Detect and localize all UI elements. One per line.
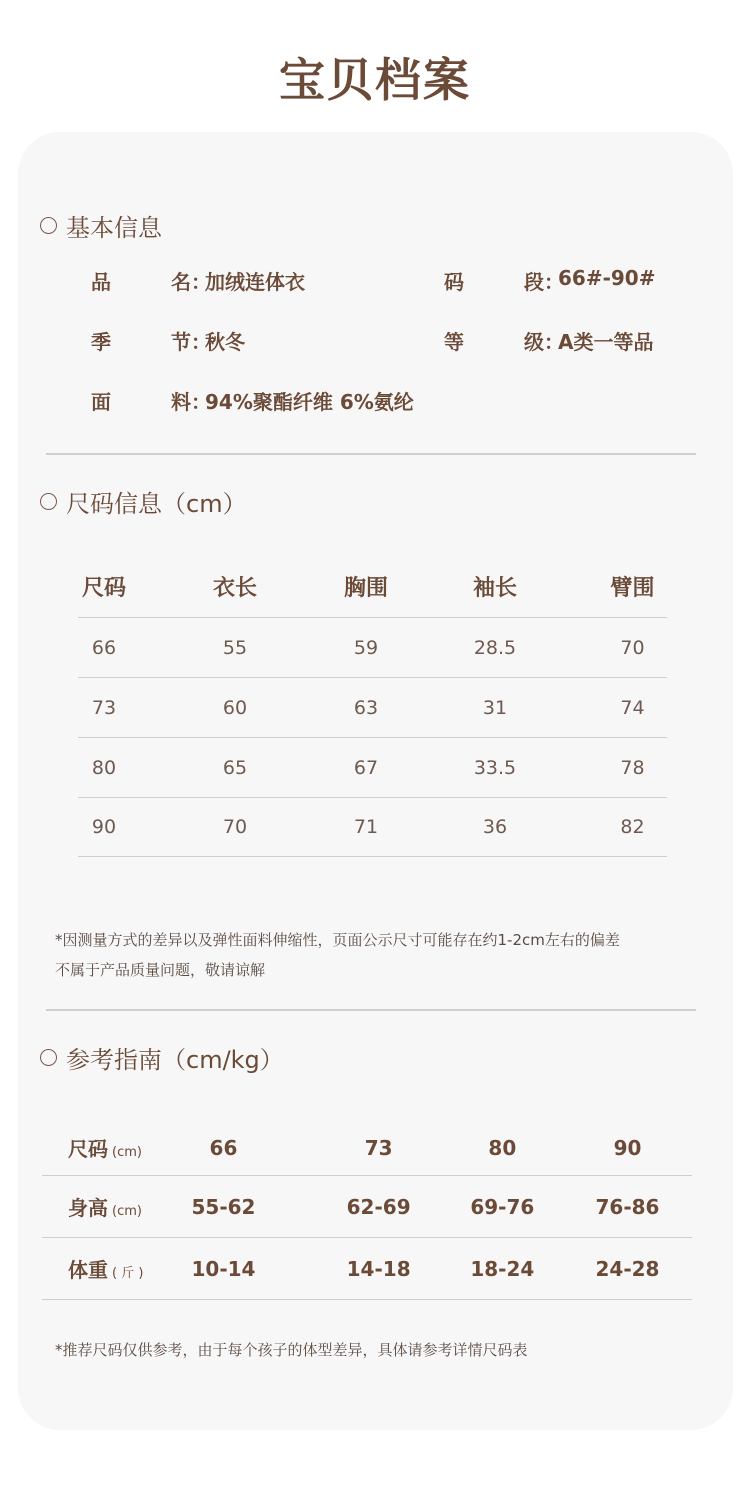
info-value: 66#-90# xyxy=(558,266,656,290)
table-cell: 78 xyxy=(620,756,645,779)
circle-bullet-icon xyxy=(40,217,57,234)
table-cell: 73 xyxy=(364,1135,393,1160)
reference-table xyxy=(42,1120,692,1300)
divider xyxy=(46,453,696,455)
table-row xyxy=(78,617,667,677)
table-row xyxy=(78,677,667,737)
row-label: 体重 ( 斤 ) xyxy=(68,1258,144,1282)
table-cell: 90 xyxy=(91,816,117,838)
info-value: 秋冬 xyxy=(205,330,245,354)
divider xyxy=(46,1009,696,1011)
table-cell: 67 xyxy=(353,756,379,779)
table-row xyxy=(42,1238,692,1300)
basic-info-heading xyxy=(40,208,162,243)
table-cell: 59 xyxy=(353,636,379,659)
table-row xyxy=(78,737,667,797)
table-cell: 66 xyxy=(209,1135,238,1160)
row-label: 尺码 (cm) xyxy=(68,1137,142,1161)
table-cell: 55 xyxy=(222,636,248,659)
size-header-cell: 袖长 xyxy=(472,576,517,601)
table-cell: 69-76 xyxy=(470,1194,535,1219)
table-cell: 63 xyxy=(353,696,379,719)
circle-bullet-icon xyxy=(40,493,57,510)
info-value: 94%聚酯纤维 6%氨纶 xyxy=(205,390,414,414)
basic-info-heading-text: 基本信息 xyxy=(66,214,162,242)
table-cell: 14-18 xyxy=(346,1256,411,1281)
table-row xyxy=(42,1176,692,1238)
size-header-cell: 胸围 xyxy=(343,576,388,601)
size-header-cell: 衣长 xyxy=(212,576,257,601)
table-cell: 71 xyxy=(353,816,379,838)
table-cell: 70 xyxy=(620,636,645,659)
size-header-cell: 尺码 xyxy=(81,576,126,601)
table-cell: 24-28 xyxy=(595,1256,660,1281)
info-value: 加绒连体衣 xyxy=(205,270,305,294)
reference-note: *推荐尺码仅供参考，由于每个孩子的体型差异，具体请参考详情尺码表 xyxy=(55,1341,528,1359)
reference-heading-text: 参考指南（cm/kg） xyxy=(66,1046,284,1074)
table-cell: 73 xyxy=(91,696,117,719)
table-cell: 70 xyxy=(222,816,248,838)
table-row xyxy=(78,797,667,857)
info-key: 码 段： xyxy=(444,270,564,294)
table-cell: 65 xyxy=(222,756,248,779)
table-cell: 76-86 xyxy=(595,1194,660,1219)
table-cell: 82 xyxy=(620,816,645,838)
size-table-header xyxy=(78,556,667,617)
reference-heading xyxy=(40,1040,284,1075)
table-cell: 90 xyxy=(613,1135,642,1160)
table-cell: 31 xyxy=(482,696,508,719)
table-cell: 18-24 xyxy=(470,1256,535,1281)
info-key: 品 名： xyxy=(91,270,211,294)
table-row xyxy=(42,1120,692,1176)
table-cell: 28.5 xyxy=(473,636,517,659)
table-cell: 66 xyxy=(91,636,117,659)
table-cell: 62-69 xyxy=(346,1194,411,1219)
info-value: A类一等品 xyxy=(558,330,654,354)
row-label: 身高 (cm) xyxy=(68,1196,142,1220)
page-title: 宝贝档案 xyxy=(279,53,471,107)
table-cell: 55-62 xyxy=(191,1194,256,1219)
size-info-heading-text: 尺码信息（cm） xyxy=(66,490,247,518)
table-cell: 60 xyxy=(222,696,248,719)
table-cell: 74 xyxy=(620,696,645,719)
table-cell: 33.5 xyxy=(473,756,517,779)
size-table xyxy=(78,556,667,857)
size-note: *因测量方式的差异以及弹性面料伸缩性，页面公示尺寸可能存在约1-2cm左右的偏差 不属于产品质量问题，敬请谅解 xyxy=(55,931,620,979)
size-info-heading xyxy=(40,484,247,519)
size-header-cell: 臂围 xyxy=(610,576,655,601)
info-key: 等 级： xyxy=(444,330,564,354)
info-key: 季 节： xyxy=(91,330,211,354)
circle-bullet-icon xyxy=(40,1049,57,1066)
table-cell: 36 xyxy=(482,816,508,838)
table-cell: 80 xyxy=(91,756,117,779)
info-key: 面 料： xyxy=(91,390,211,414)
table-cell: 10-14 xyxy=(191,1256,256,1281)
table-cell: 80 xyxy=(488,1135,517,1160)
